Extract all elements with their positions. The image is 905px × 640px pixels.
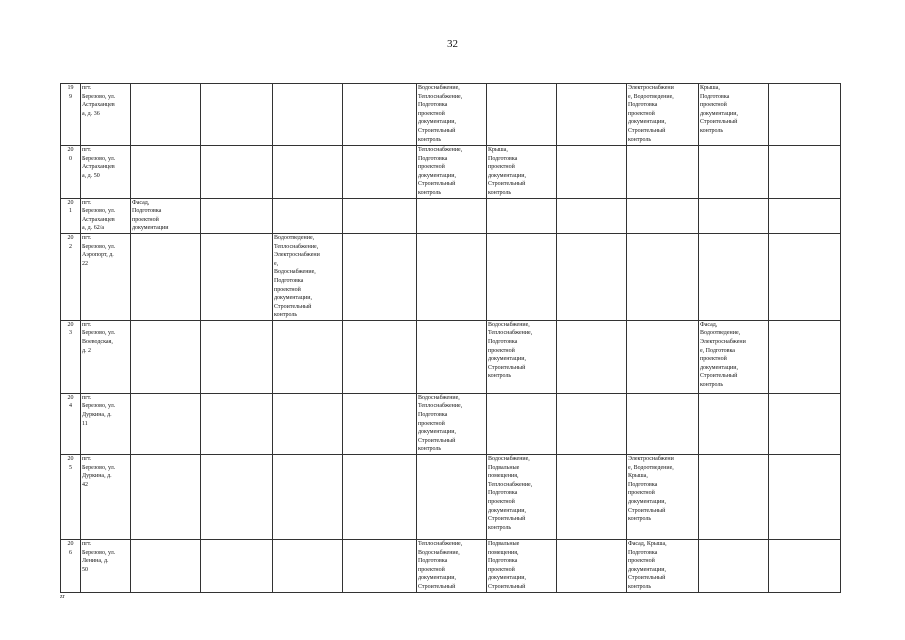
row-number-cell bbox=[61, 233, 81, 320]
cell-text: Фасад, Крыша, Подготовка проектной документации, Строительный контроль bbox=[628, 541, 667, 590]
cell-text: 20 0 bbox=[67, 147, 74, 162]
work-type-cell bbox=[201, 84, 273, 146]
work-type-cell bbox=[627, 146, 699, 199]
work-type-cell bbox=[699, 84, 769, 146]
work-type-cell bbox=[343, 198, 417, 233]
work-type-cell bbox=[557, 198, 627, 233]
work-type-cell bbox=[417, 540, 487, 593]
work-type-cell bbox=[131, 455, 201, 540]
work-type-cell bbox=[273, 320, 343, 393]
work-type-cell bbox=[769, 320, 841, 393]
address-cell bbox=[81, 393, 131, 454]
work-type-cell bbox=[557, 320, 627, 393]
table-row bbox=[61, 233, 841, 320]
cell-text: пгт. Березово, ул. Аэропорт, д. 22 bbox=[82, 234, 116, 267]
work-type-cell bbox=[131, 320, 201, 393]
work-type-cell bbox=[273, 233, 343, 320]
work-type-cell bbox=[343, 146, 417, 199]
work-type-cell bbox=[487, 198, 557, 233]
work-type-cell bbox=[627, 233, 699, 320]
work-type-cell bbox=[417, 146, 487, 199]
work-type-cell bbox=[487, 393, 557, 454]
work-type-cell bbox=[699, 393, 769, 454]
work-type-cell bbox=[201, 198, 273, 233]
work-type-cell bbox=[627, 540, 699, 593]
work-type-cell bbox=[769, 540, 841, 593]
work-type-cell bbox=[557, 393, 627, 454]
table-row bbox=[61, 320, 841, 393]
cell-text: Водоснабжение, Теплоснабжение, Подготовка проектной документации, Строительный контроль bbox=[418, 85, 463, 143]
address-cell bbox=[81, 84, 131, 146]
address-cell bbox=[81, 540, 131, 593]
cell-text: пгт. Березово, ул. Астраханцев а, д. 36 bbox=[82, 85, 116, 117]
work-type-cell bbox=[769, 393, 841, 454]
work-type-cell bbox=[201, 455, 273, 540]
address-cell bbox=[81, 455, 131, 540]
cell-text: Крыша, Подготовка проектной документации, Строительный контроль bbox=[700, 85, 738, 134]
work-type-cell bbox=[131, 84, 201, 146]
work-type-cell bbox=[769, 233, 841, 320]
cell-text: пгт. Березово, ул. Астраханцев а, д. 62/а bbox=[82, 199, 116, 232]
work-type-cell bbox=[699, 233, 769, 320]
cell-text: 20 2 bbox=[67, 234, 74, 250]
work-type-cell bbox=[417, 233, 487, 320]
work-type-cell bbox=[417, 455, 487, 540]
cell-text: 20 3 bbox=[67, 321, 74, 337]
row-number-cell bbox=[61, 146, 81, 199]
work-type-cell bbox=[417, 320, 487, 393]
address-cell bbox=[81, 198, 131, 233]
cell-text: Фасад, Подготовка проектной документации bbox=[132, 199, 169, 232]
work-type-cell bbox=[487, 84, 557, 146]
cell-text: Водоснабжение, Теплоснабжение, Подготовка проектной документации, Строительный контроль bbox=[488, 321, 533, 380]
work-type-cell bbox=[699, 198, 769, 233]
work-type-cell bbox=[273, 146, 343, 199]
cell-text: 20 4 bbox=[67, 394, 74, 410]
address-cell bbox=[81, 146, 131, 199]
cell-text: Подвальные помещения, Подготовка проектной документации, Строительный bbox=[488, 541, 526, 590]
page-number: 32 bbox=[447, 38, 458, 50]
work-type-cell bbox=[699, 540, 769, 593]
work-type-cell bbox=[273, 455, 343, 540]
work-type-cell bbox=[131, 146, 201, 199]
work-type-cell bbox=[201, 233, 273, 320]
work-type-cell bbox=[343, 233, 417, 320]
cell-text: Теплоснабжение, Подготовка проектной документации, Строительный контроль bbox=[418, 147, 463, 196]
row-number-cell bbox=[61, 320, 81, 393]
table-row bbox=[61, 540, 841, 593]
row-number-cell bbox=[61, 540, 81, 593]
work-type-cell bbox=[131, 393, 201, 454]
cell-text: 20 5 bbox=[67, 456, 74, 471]
work-type-cell bbox=[343, 540, 417, 593]
work-type-cell bbox=[201, 393, 273, 454]
work-type-cell bbox=[343, 84, 417, 146]
work-type-cell bbox=[769, 84, 841, 146]
work-type-cell bbox=[487, 146, 557, 199]
table-row bbox=[61, 146, 841, 199]
work-type-cell bbox=[699, 146, 769, 199]
work-type-cell bbox=[769, 198, 841, 233]
work-type-cell bbox=[769, 455, 841, 540]
address-cell bbox=[81, 320, 131, 393]
work-type-cell bbox=[557, 540, 627, 593]
work-type-cell bbox=[273, 393, 343, 454]
work-type-cell bbox=[131, 540, 201, 593]
cell-text: 20 1 bbox=[67, 199, 74, 215]
work-type-cell bbox=[201, 540, 273, 593]
work-type-cell bbox=[699, 455, 769, 540]
table-row bbox=[61, 84, 841, 146]
table-body bbox=[61, 84, 841, 593]
work-type-cell bbox=[487, 233, 557, 320]
cell-text: Электроснабжени е, Водоотведение, Подготовка проектной документации, Строительный контроль bbox=[628, 85, 674, 143]
work-type-cell bbox=[273, 198, 343, 233]
work-type-cell bbox=[343, 455, 417, 540]
work-type-cell bbox=[343, 320, 417, 393]
table-row bbox=[61, 198, 841, 233]
work-type-cell bbox=[627, 84, 699, 146]
cell-text: пгт. Березово, ул. Дуркина, д. 11 bbox=[82, 394, 116, 427]
work-type-cell bbox=[487, 540, 557, 593]
work-type-cell bbox=[557, 455, 627, 540]
work-type-cell bbox=[417, 393, 487, 454]
row-number-cell bbox=[61, 393, 81, 454]
work-type-cell bbox=[769, 146, 841, 199]
cell-text: 19 9 bbox=[67, 85, 74, 100]
work-type-cell bbox=[627, 455, 699, 540]
cell-text: Фасад, Водоотведение, Электроснабжени е, Подготовка проектной документации, Строительный контроль bbox=[700, 321, 746, 389]
work-type-cell bbox=[417, 198, 487, 233]
work-type-cell bbox=[557, 146, 627, 199]
work-type-cell bbox=[273, 84, 343, 146]
cell-text: Водоснабжение, Теплоснабжение, Подготовка проектной документации, Строительный контроль bbox=[418, 394, 463, 453]
cell-text: пгт. Березово, ул. Воеводская, д. 2 bbox=[82, 321, 116, 354]
cell-text: Теплоснабжение, Водоснабжение, Подготовка проектной документации, Строительный bbox=[418, 541, 463, 590]
work-type-cell bbox=[131, 198, 201, 233]
work-type-cell bbox=[557, 84, 627, 146]
works-table bbox=[60, 83, 841, 593]
work-type-cell bbox=[201, 146, 273, 199]
work-type-cell bbox=[273, 540, 343, 593]
row-number-cell bbox=[61, 455, 81, 540]
address-cell bbox=[81, 233, 131, 320]
work-type-cell bbox=[343, 393, 417, 454]
work-type-cell bbox=[557, 233, 627, 320]
cell-text: пгт. Березово, ул. Дуркина, д. 42 bbox=[82, 456, 116, 488]
work-type-cell bbox=[201, 320, 273, 393]
work-type-cell bbox=[131, 233, 201, 320]
work-type-cell bbox=[417, 84, 487, 146]
cell-text: 20 6 bbox=[67, 541, 74, 556]
work-type-cell bbox=[627, 393, 699, 454]
table-row bbox=[61, 393, 841, 454]
work-type-cell bbox=[627, 320, 699, 393]
cell-text: пгт. Березово, ул. Ленина, д. 50 bbox=[82, 541, 116, 573]
table-row bbox=[61, 455, 841, 540]
work-type-cell bbox=[627, 198, 699, 233]
work-type-cell bbox=[487, 320, 557, 393]
cell-text: Водоснабжение, Подвальные помещения, Теплоснабжение, Подготовка проектной документации, Строительный контроль bbox=[488, 456, 533, 531]
cell-text: Крыша, Подготовка проектной документации, Строительный контроль bbox=[488, 147, 526, 196]
cell-text: пгт. Березово, ул. Астраханцев а, д. 50 bbox=[82, 147, 116, 179]
cell-text: Водоотведение, Теплоснабжение, Электроснабжени е, Водоснабжение, Подготовка проектной документации, Строительный контроль bbox=[274, 234, 320, 319]
work-type-cell bbox=[699, 320, 769, 393]
row-number-cell bbox=[61, 198, 81, 233]
footer-mark: zr bbox=[60, 594, 65, 600]
row-number-cell bbox=[61, 84, 81, 146]
cell-text: Электроснабжени е, Водоотведение, Крыша, Подготовка проектной документации, Строительный контроль bbox=[628, 456, 674, 523]
work-type-cell bbox=[487, 455, 557, 540]
